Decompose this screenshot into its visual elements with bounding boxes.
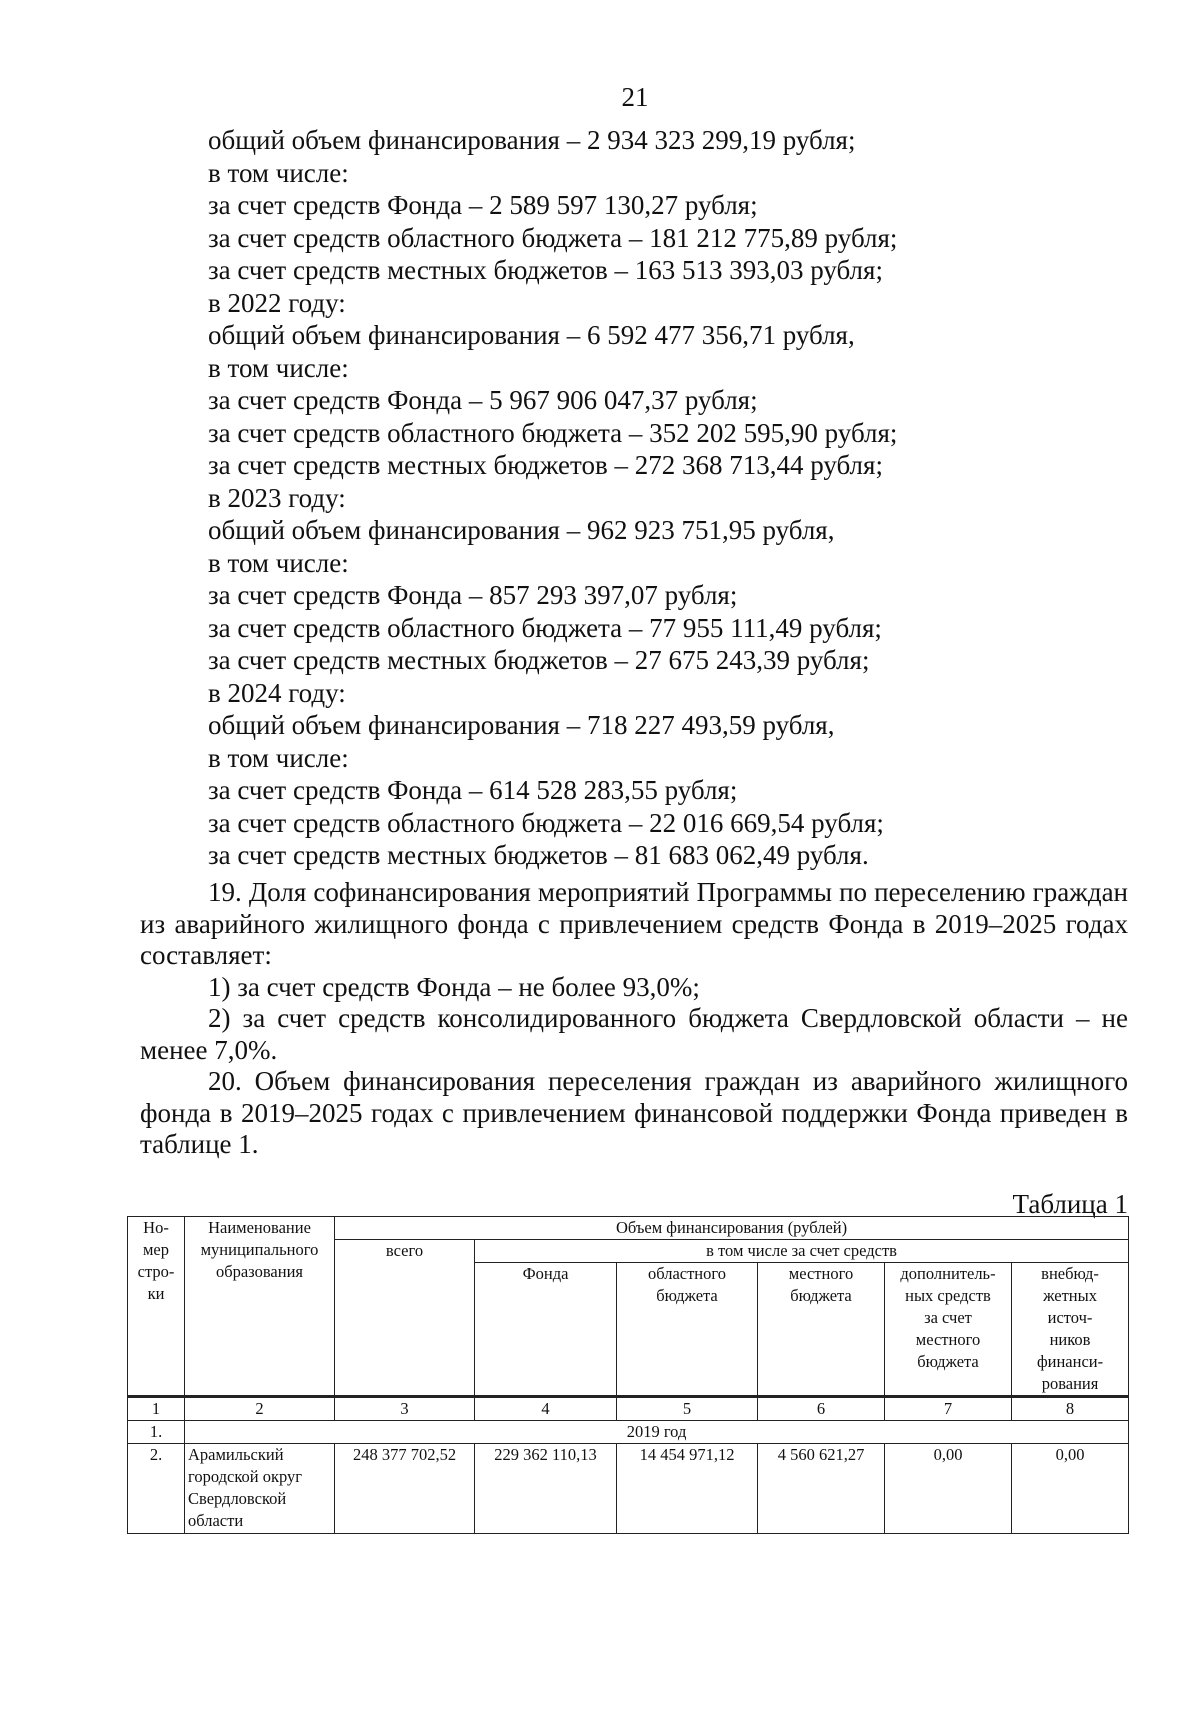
cell-regional: 14 454 971,12 bbox=[617, 1444, 758, 1534]
table-caption: Таблица 1 bbox=[1012, 1189, 1128, 1219]
financing-line: за счет средств Фонда – 5 967 906 047,37 рубля; bbox=[208, 385, 758, 415]
header-extrabudget: внебюд- жетных источ- ников финанси- рования bbox=[1012, 1263, 1129, 1397]
financing-table bbox=[127, 1216, 1129, 1534]
header-additional: дополнитель- ных средств за счет местного бюджета bbox=[885, 1263, 1012, 1397]
column-number: 1 bbox=[128, 1397, 185, 1421]
paragraph-20: 20. Объем финансирования переселения граждан из аварийного жилищного фонда в 2019–2025 годах с привлечением финансовой поддержки Фонда приведен в таблице 1. bbox=[140, 1066, 1128, 1159]
financing-line: общий объем финансирования – 718 227 493,59 рубля, bbox=[208, 710, 835, 740]
header-including: в том числе за счет средств bbox=[475, 1240, 1129, 1263]
paragraphs-block bbox=[140, 877, 1128, 1161]
financing-line: в том числе: bbox=[208, 352, 349, 383]
column-number: 8 bbox=[1012, 1397, 1129, 1421]
financing-lines bbox=[208, 124, 1108, 872]
table-row bbox=[128, 1421, 1129, 1444]
header-volume: Объем финансирования (рублей) bbox=[335, 1217, 1129, 1240]
financing-line: в 2023 году: bbox=[208, 482, 346, 513]
financing-line: за счет средств местных бюджетов – 163 513 393,03 рубля; bbox=[208, 255, 883, 285]
financing-line: за счет средств областного бюджета – 352 202 595,90 рубля; bbox=[208, 417, 898, 448]
financing-line: общий объем финансирования – 962 923 751,95 рубля, bbox=[208, 515, 835, 545]
table-row bbox=[128, 1444, 1129, 1534]
page-number: 21 bbox=[621, 82, 649, 112]
financing-line: за счет средств местных бюджетов – 27 675 243,39 рубля; bbox=[208, 645, 870, 675]
header-municipality: Наименование муниципального образования bbox=[185, 1217, 335, 1397]
column-number: 3 bbox=[335, 1397, 475, 1421]
column-number: 2 bbox=[185, 1397, 335, 1421]
header-total: всего bbox=[335, 1240, 475, 1397]
financing-line: в том числе: bbox=[208, 547, 349, 578]
row-number: 2. bbox=[128, 1444, 185, 1534]
financing-line: за счет средств местных бюджетов – 81 683 062,49 рубля. bbox=[208, 840, 869, 870]
cell-fund: 229 362 110,13 bbox=[475, 1444, 617, 1534]
financing-line: общий объем финансирования – 6 592 477 356,71 рубля, bbox=[208, 320, 855, 350]
header-local: местного бюджета bbox=[758, 1263, 885, 1397]
financing-line: за счет средств Фонда – 614 528 283,55 рубля; bbox=[208, 775, 738, 805]
paragraph-19-item-1: 1) за счет средств Фонда – не более 93,0%; bbox=[208, 971, 700, 1002]
financing-line: в 2024 году: bbox=[208, 677, 346, 708]
financing-line: за счет средств Фонда – 2 589 597 130,27 рубля; bbox=[208, 190, 758, 220]
column-number: 4 bbox=[475, 1397, 617, 1421]
cell-additional: 0,00 bbox=[885, 1444, 1012, 1534]
year-heading: 2019 год bbox=[185, 1421, 1129, 1444]
financing-line: за счет средств областного бюджета – 77 955 111,49 рубля; bbox=[208, 612, 882, 643]
column-number: 6 bbox=[758, 1397, 885, 1421]
financing-line: в том числе: bbox=[208, 157, 349, 188]
paragraph-19: 19. Доля софинансирования мероприятий Программы по переселению граждан из аварийного жилищного фонда с привлечением средств Фонда в 2019–2025 годах составляет: bbox=[140, 877, 1128, 970]
column-number: 5 bbox=[617, 1397, 758, 1421]
column-number: 7 bbox=[885, 1397, 1012, 1421]
paragraph-19-item-2: 2) за счет средств консолидированного бюджета Свердловской области – не менее 7,0%. bbox=[140, 1003, 1128, 1065]
header-regional: областного бюджета bbox=[617, 1263, 758, 1397]
financing-line: в 2022 году: bbox=[208, 287, 346, 318]
cell-local: 4 560 621,27 bbox=[758, 1444, 885, 1534]
financing-line: общий объем финансирования – 2 934 323 299,19 рубля; bbox=[208, 125, 856, 155]
financing-line: за счет средств Фонда – 857 293 397,07 рубля; bbox=[208, 580, 738, 610]
financing-line: в том числе: bbox=[208, 742, 349, 773]
column-number-row bbox=[128, 1397, 1129, 1421]
header-fund: Фонда bbox=[475, 1263, 617, 1397]
header-row-number: Но- мер стро- ки bbox=[128, 1217, 185, 1397]
financing-line: за счет средств областного бюджета – 181 212 775,89 рубля; bbox=[208, 222, 898, 253]
cell-total: 248 377 702,52 bbox=[335, 1444, 475, 1534]
financing-line: за счет средств областного бюджета – 22 016 669,54 рубля; bbox=[208, 807, 884, 838]
cell-extrabudget: 0,00 bbox=[1012, 1444, 1129, 1534]
row-number: 1. bbox=[128, 1421, 185, 1444]
municipality-name: Арамильский городской округ Свердловской области bbox=[185, 1444, 335, 1534]
financing-line: за счет средств местных бюджетов – 272 368 713,44 рубля; bbox=[208, 450, 883, 480]
